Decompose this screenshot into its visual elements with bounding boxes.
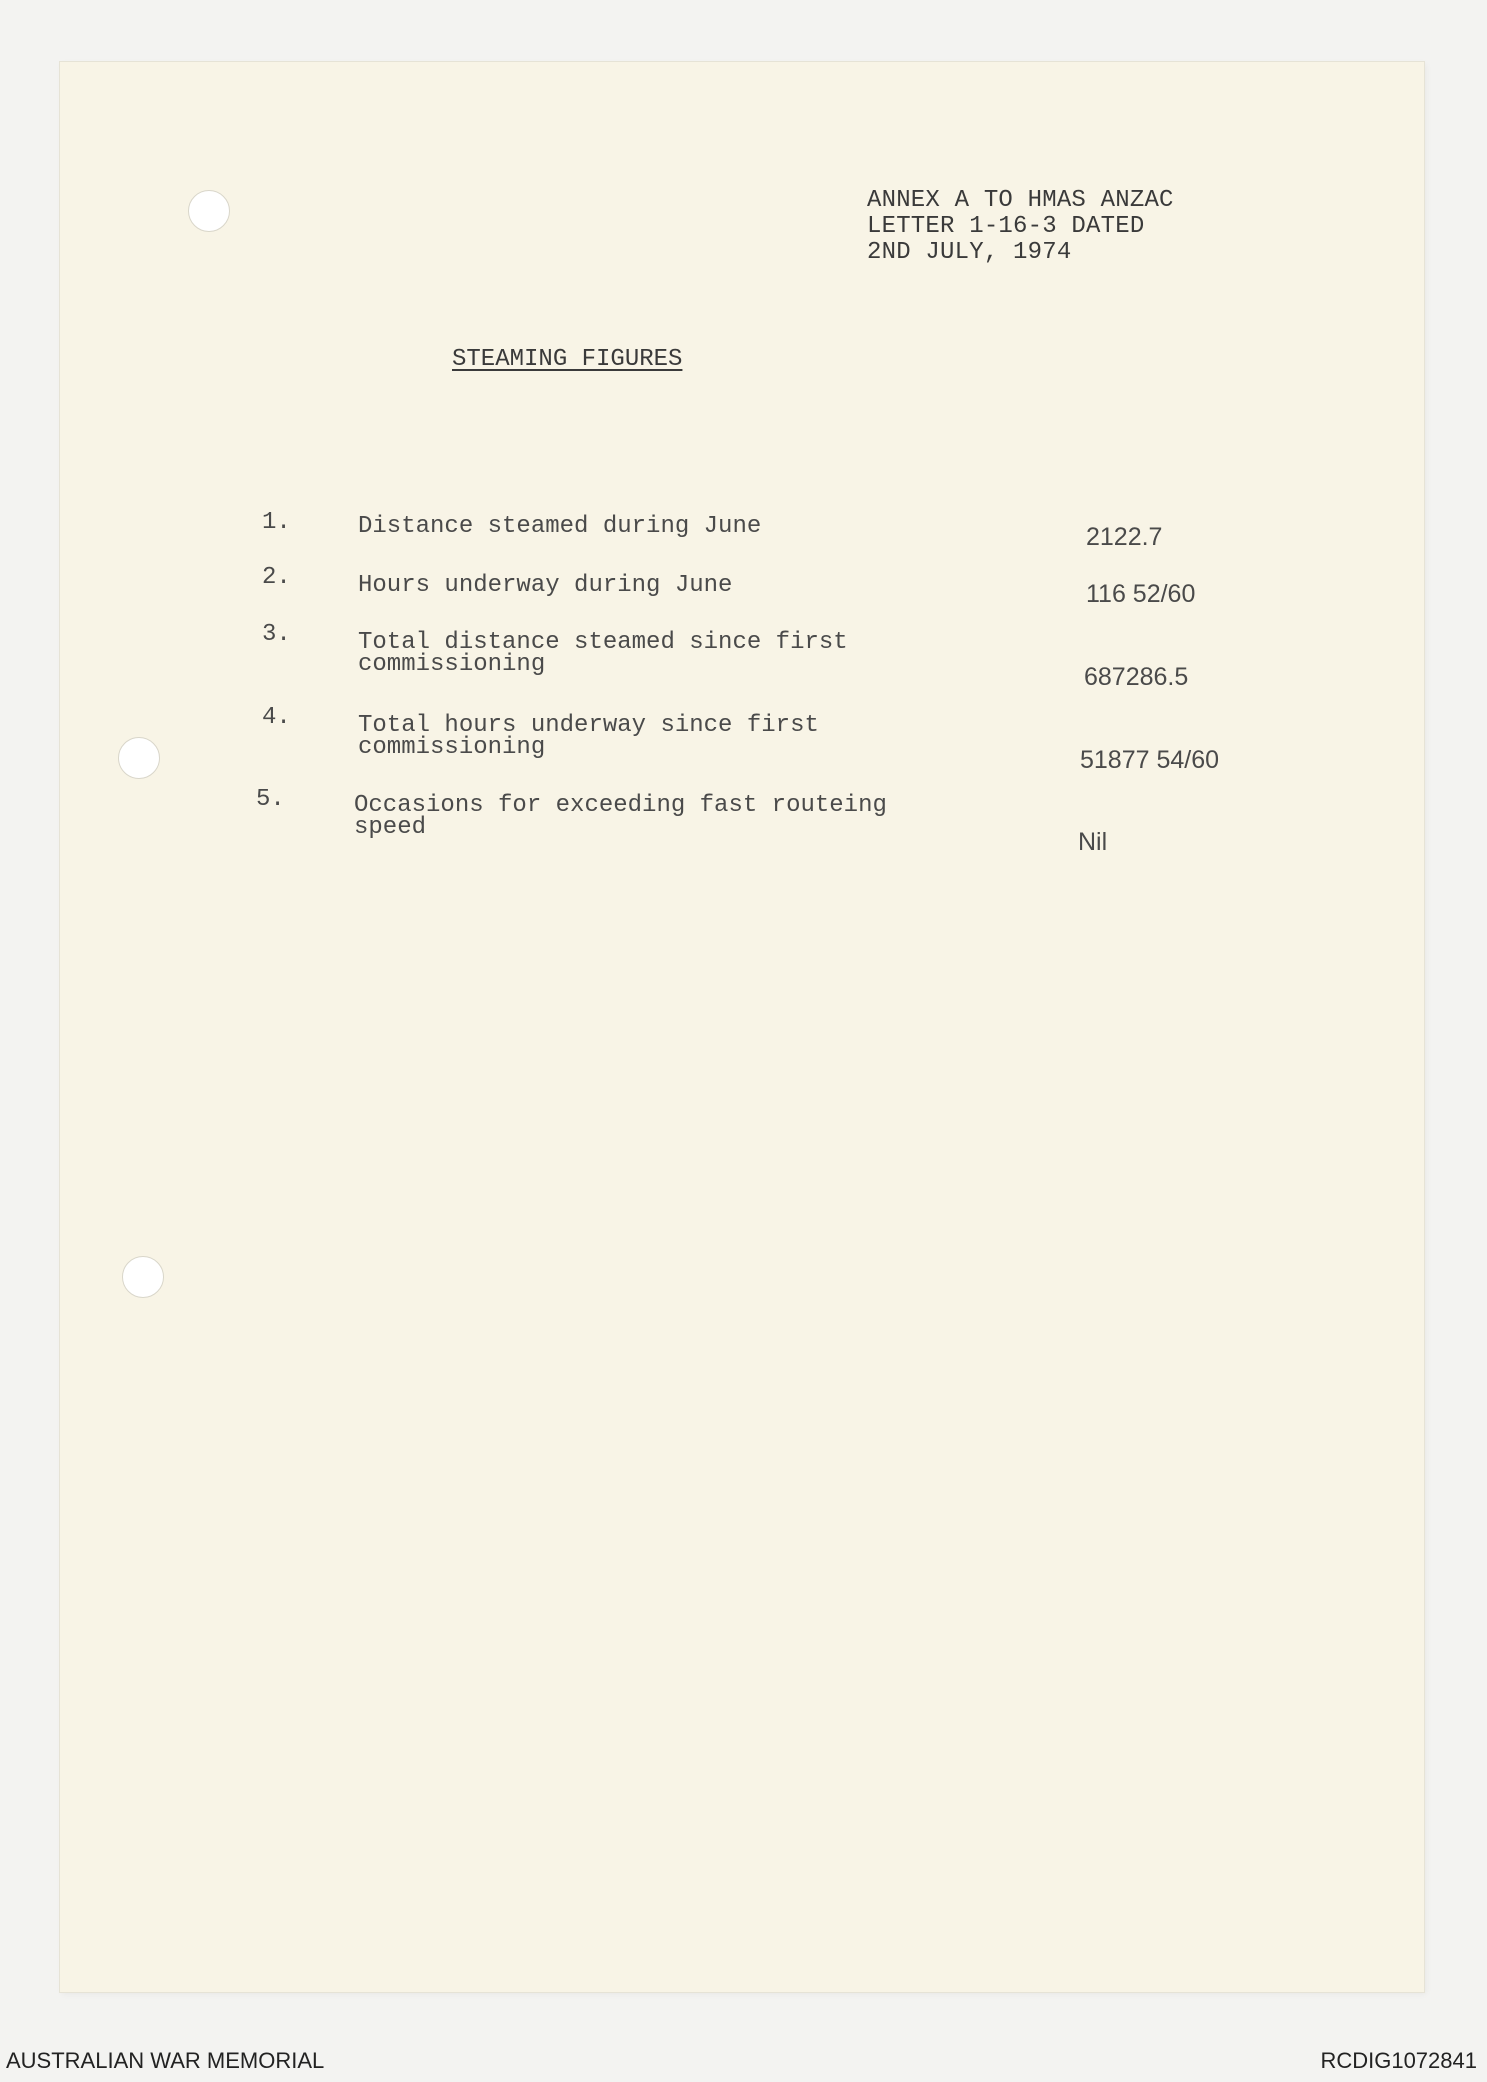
document-title: STEAMING FIGURES <box>452 346 683 373</box>
item-value: Nil <box>1078 828 1108 856</box>
item-description: Occasions for exceeding fast routeing speed <box>354 792 887 841</box>
item-value: 687286.5 <box>1084 663 1189 691</box>
punch-hole-middle <box>118 737 160 779</box>
item-number: 4. <box>262 704 291 731</box>
punch-hole-top <box>188 190 230 232</box>
item-description: Hours underway during June <box>358 572 733 599</box>
annex-line: LETTER 1-16-3 DATED <box>867 213 1145 240</box>
annex-line: ANNEX A TO HMAS ANZAC <box>867 187 1174 214</box>
item-number: 2. <box>262 564 291 591</box>
footer-source: AUSTRALIAN WAR MEMORIAL <box>6 2048 325 2073</box>
document-page <box>60 62 1424 1992</box>
item-description: Distance steamed during June <box>358 513 762 540</box>
annex-line: 2ND JULY, 1974 <box>867 239 1072 266</box>
item-value: 2122.7 <box>1086 523 1163 551</box>
item-description: Total distance steamed since first commissioning <box>358 629 848 678</box>
footer-identifier: RCDIG1072841 <box>1320 2048 1477 2073</box>
item-number: 3. <box>262 621 291 648</box>
punch-hole-bottom <box>122 1256 164 1298</box>
item-value: 51877 54/60 <box>1080 746 1220 774</box>
annex-reference <box>867 188 1174 266</box>
item-number: 5. <box>256 786 285 813</box>
item-value: 116 52/60 <box>1086 580 1196 608</box>
item-number: 1. <box>262 509 291 536</box>
item-description: Total hours underway since first commissioning <box>358 712 819 761</box>
